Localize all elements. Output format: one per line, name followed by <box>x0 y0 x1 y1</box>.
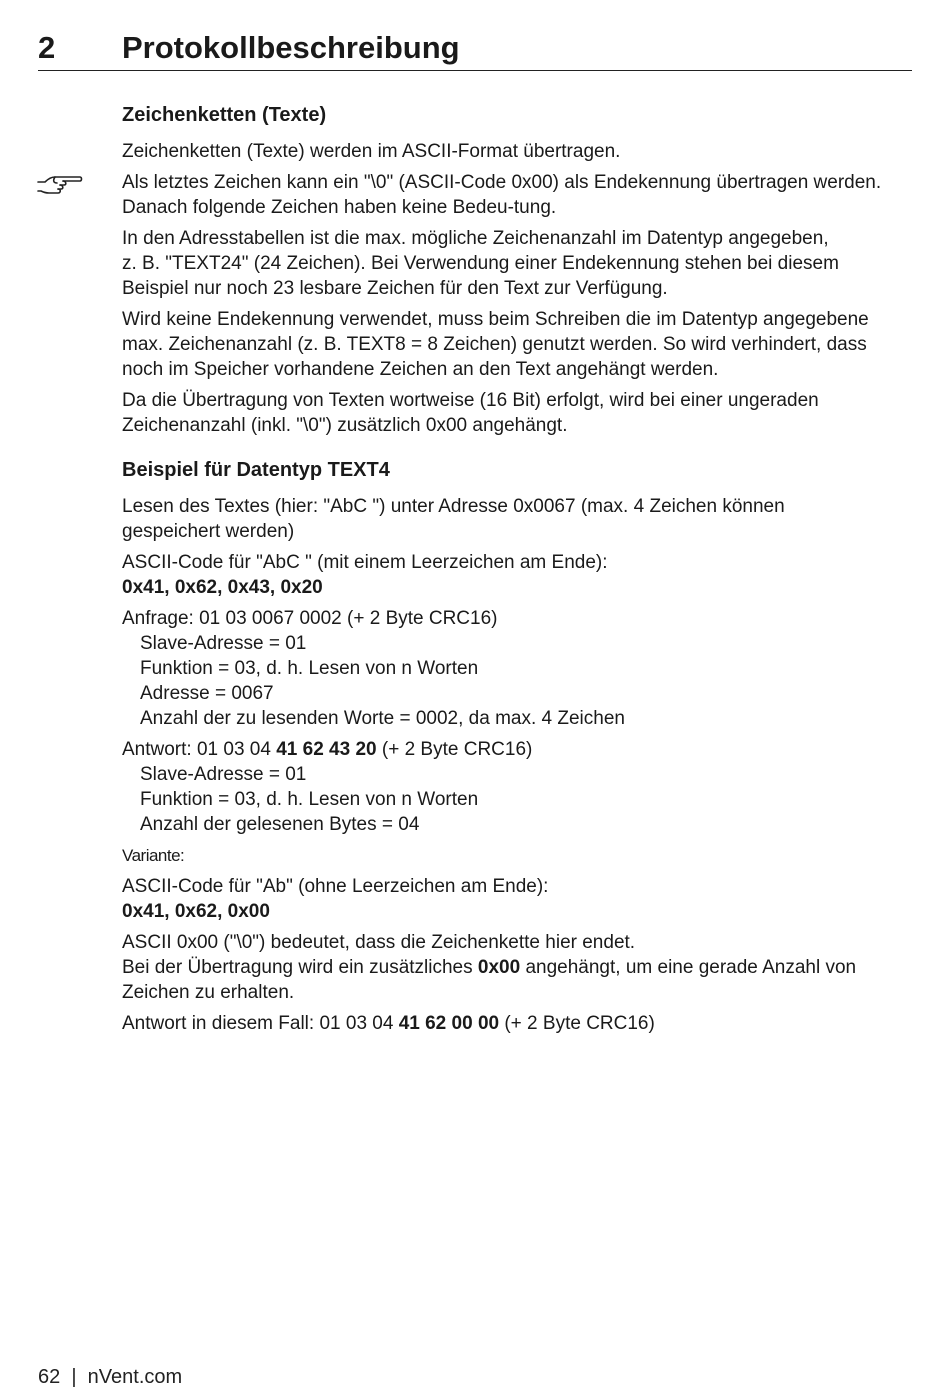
chapter-title: Protokollbeschreibung <box>122 30 460 65</box>
final-response: Antwort in diesem Fall: 01 03 04 41 62 00 00 (+ 2 Byte CRC16) <box>122 1013 655 1034</box>
paragraph: Da die Übertragung von Texten wortweise (16 Bit) erfolgt, wird bei einer ungeraden Zeichenanzahl (inkl. "\0") zusätzlich 0x00 angehängt. <box>122 390 819 436</box>
paragraph: In den Adresstabellen ist die max. mögliche Zeichenanzahl im Datentyp angegeben, z. B. "TEXT24" (24 Zeichen). Bei Verwendung einer Endekennung stehen bei diesem Beispiel nur noch 23 lesbare Zeichen für den Text zur Verfügung. <box>122 228 839 299</box>
ascii-code: 0x41, 0x62, 0x00 <box>122 901 270 922</box>
paragraph: Lesen des Textes (hier: "AbC ") unter Adresse 0x0067 (max. 4 Zeichen können gespeichert werden) <box>122 496 785 542</box>
page-body <box>122 101 917 1042</box>
ascii-code: 0x41, 0x62, 0x43, 0x20 <box>122 577 323 598</box>
pointing-hand-icon <box>36 173 84 199</box>
paragraph: Zeichenketten (Texte) werden im ASCII-Format übertragen. <box>122 141 621 162</box>
paragraph: ASCII-Code für "AbC " (mit einem Leerzeichen am Ende): 0x41, 0x62, 0x43, 0x20 <box>122 552 608 598</box>
section-heading: Beispiel für Datentyp TEXT4 <box>122 459 390 481</box>
paragraph: ASCII-Code für "Ab" (ohne Leerzeichen am Ende): 0x41, 0x62, 0x00 <box>122 876 549 922</box>
request-block: Anfrage: 01 03 0067 0002 (+ 2 Byte CRC16) Slave-Adresse = 01 Funktion = 03, d. h. Lesen von n Worten Adresse = 0067 Anzahl der zu lesenden Worte = 0002, da max. 4 Zeichen <box>122 608 625 729</box>
variant-label: Variante: <box>122 846 185 865</box>
page-footer: 62 | nVent.com <box>38 1366 183 1388</box>
section-heading: Zeichenketten (Texte) <box>122 104 327 126</box>
response-block: Antwort: 01 03 04 41 62 43 20 (+ 2 Byte CRC16) Slave-Adresse = 01 Funktion = 03, d. h. Lesen von n Worten Anzahl der gelesenen Bytes = 04 <box>122 739 533 835</box>
paragraph: ASCII 0x00 ("\0") bedeutet, dass die Zeichenkette hier endet. Bei der Übertragung wird ein zusätzliches 0x00 angehängt, um eine gerade Anzahl von Zeichen zu erhalten. <box>122 932 857 1003</box>
hint-paragraph: Als letztes Zeichen kann ein "\0" (ASCII-Code 0x00) als Endekennung übertragen werden. Danach folgende Zeichen haben keine Bedeu-tung. <box>122 172 882 218</box>
chapter-header <box>38 28 912 71</box>
paragraph: Wird keine Endekennung verwendet, muss beim Schreiben die im Datentyp angegebene max. Zeichenanzahl (z. B. TEXT8 = 8 Zeichen) genutzt werden. So wird verhindert, dass noch im Speicher vorhandene Zeichen an den Text angehängt werden. <box>122 309 869 380</box>
chapter-number: 2 <box>38 30 56 65</box>
